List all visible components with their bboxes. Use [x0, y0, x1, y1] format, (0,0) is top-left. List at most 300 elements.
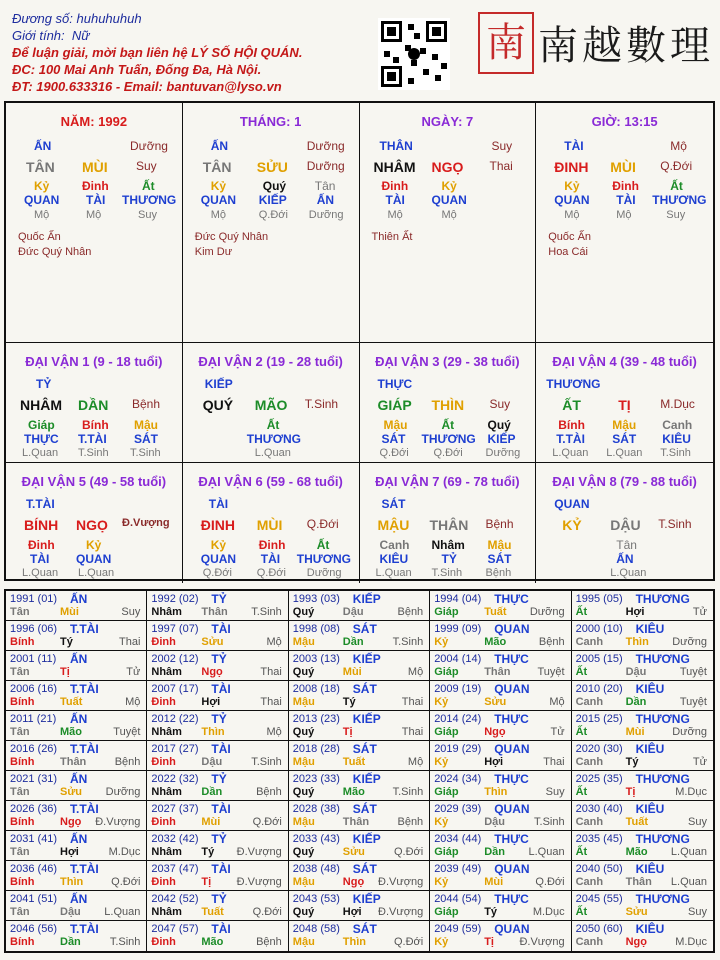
year-label: 1993 (03) [292, 593, 340, 605]
dai-van-chi: NGỌ [76, 517, 108, 533]
year-can: Kỷ [434, 696, 449, 708]
pillar-top-god: ẤN [210, 139, 229, 153]
contact-promo: Để luận giải, mời bạn liên hệ LÝ SỐ HỘI QUÁN. [12, 45, 303, 60]
year-chi: Hợi [625, 606, 645, 618]
year-can: Tân [10, 666, 30, 678]
dai-van-stem-1: Canh [379, 538, 410, 552]
year-chi: Thân [60, 756, 87, 768]
seal-stamp: 南 [478, 12, 534, 74]
year-stage: Dưỡng [672, 636, 707, 648]
hidden-stage-1: Mộ [564, 209, 580, 221]
year-cell [430, 681, 571, 711]
year-can: Tân [10, 726, 30, 738]
year-can: Bính [10, 816, 35, 828]
year-chi: Mão [484, 636, 507, 648]
year-stage: M.Dục [532, 906, 565, 918]
year-cell [430, 651, 571, 681]
pillar-note-2: Hoa Cái [548, 246, 588, 258]
year-god: TỶ [211, 772, 227, 786]
pillar-month [183, 103, 360, 343]
year-stage: Mộ [407, 666, 424, 678]
pillar-note-2: Kim Dư [194, 246, 233, 258]
year-god: T.TÀI [70, 682, 99, 696]
dai-van-stem-3: Quý [487, 418, 511, 432]
pillar-chi: MÙI [610, 159, 636, 175]
dai-van-title: ĐẠI VẬN 3 (29 - 38 tuổi) [375, 354, 520, 369]
dai-van-god-3: KIẾP [487, 432, 516, 446]
year-god: THỰC [494, 592, 529, 606]
dai-van-stage: Q.Đới [306, 517, 339, 531]
year-chi: Thân [201, 606, 228, 618]
hidden-stage-2: Mộ [86, 209, 102, 221]
year-stage: Mộ [125, 696, 141, 708]
pillar-top-stage: Dưỡng [130, 139, 168, 153]
year-stage: L.Quan [670, 846, 707, 858]
year-chi: Dần [484, 846, 505, 858]
year-label: 2011 (21) [10, 713, 57, 725]
year-god: T.TÀI [70, 802, 99, 816]
year-stage: Mộ [407, 756, 424, 768]
year-cell [572, 591, 713, 621]
year-stage: L.Quan [104, 906, 141, 918]
year-stage: Tuyệt [113, 726, 141, 738]
dai-van-4 [536, 343, 713, 463]
year-cell [147, 591, 288, 621]
year-stage: Suy [688, 906, 707, 918]
year-chi: Tý [625, 756, 639, 768]
year-label: 1995 (05) [575, 593, 623, 605]
year-god: THƯƠNG [635, 832, 690, 846]
year-cell [147, 801, 288, 831]
year-can: Tân [10, 606, 30, 618]
year-can: Nhâm [151, 786, 182, 798]
pillar-stage: Dưỡng [306, 159, 345, 173]
dai-van-can: MẬU [377, 517, 410, 533]
year-label: 2044 (54) [434, 893, 482, 905]
year-cell [289, 711, 430, 741]
year-god: ẤN [70, 892, 88, 906]
dai-van-stage: Bệnh [485, 517, 514, 531]
year-label: 2029 (39) [434, 803, 482, 815]
year-god: THƯƠNG [635, 652, 690, 666]
pillar-top-stage: Mộ [670, 139, 687, 153]
year-stage: Q.Đới [252, 816, 282, 828]
year-stage: Tử [692, 756, 707, 768]
dai-van-top-god: QUAN [554, 497, 590, 511]
year-god: SÁT [352, 922, 377, 936]
hidden-god-2: TÀI [616, 193, 636, 207]
year-can: Canh [575, 696, 604, 708]
year-cell [572, 681, 713, 711]
year-can: Đinh [151, 756, 176, 768]
year-can: Ất [575, 606, 588, 618]
dai-van-7 [360, 463, 537, 583]
dai-van-chi: DẦN [78, 397, 109, 413]
year-can: Bính [10, 756, 35, 768]
year-stage: Thai [543, 756, 565, 768]
contact-phone-email: ĐT: 1900.633316 - Email: bantuvan@lyso.vn [12, 79, 282, 94]
year-cell [430, 741, 571, 771]
year-label: 2024 (34) [434, 773, 482, 785]
pillar-year [6, 103, 183, 343]
year-god: THƯƠNG [635, 772, 690, 786]
pillar-note-1: Thiên Ất [371, 231, 413, 243]
year-chi: Dần [342, 636, 364, 648]
hidden-stage-2: Q.Đới [258, 209, 288, 221]
year-cell [289, 861, 430, 891]
dai-van-stem-2: Bính [82, 418, 109, 432]
pillar-note-1: Đức Quý Nhân [194, 231, 269, 243]
year-can: Quý [292, 846, 315, 858]
year-chi: Thìn [60, 876, 84, 888]
dai-van-stage: Bệnh [132, 397, 161, 411]
year-can: Bính [10, 696, 35, 708]
year-stage: T.Sinh [392, 786, 424, 798]
year-god: THƯƠNG [635, 892, 690, 906]
year-chi: Dậu [342, 606, 364, 618]
year-god: TÀI [211, 802, 231, 816]
year-cell [289, 801, 430, 831]
year-can: Ất [575, 846, 588, 858]
year-label: 2010 (20) [575, 683, 623, 695]
year-god: SÁT [352, 682, 377, 696]
dai-van-stage: Suy [489, 397, 511, 411]
year-cell [6, 711, 147, 741]
hidden-stage-3: Dưỡng [308, 209, 344, 221]
year-label: 2017 (27) [151, 743, 199, 755]
year-god: SÁT [352, 622, 377, 636]
year-god: TÀI [211, 862, 231, 876]
hidden-stem-2: Quý [262, 179, 287, 193]
dai-van-stem-2: Kỷ [86, 538, 102, 552]
year-label: 2021 (31) [10, 773, 58, 785]
year-label: 2020 (30) [575, 743, 623, 755]
dai-van-can: QUÝ [202, 397, 234, 413]
year-stage: L.Quan [528, 846, 565, 858]
hidden-god-2: QUAN [431, 193, 467, 207]
year-can: Canh [575, 756, 604, 768]
year-label: 1999 (09) [434, 623, 482, 635]
year-label: 2033 (43) [292, 833, 340, 845]
year-can: Canh [575, 876, 604, 888]
pillar-note-2: Đức Quý Nhân [18, 246, 92, 258]
year-cell [430, 621, 571, 651]
dai-van-stage-2: L.Quan [610, 567, 647, 579]
year-can: Mậu [292, 816, 315, 828]
hidden-stage-3: Suy [138, 209, 157, 221]
year-god: ẤN [70, 712, 88, 726]
dai-van-stage-2: T.Sinh [431, 567, 463, 579]
year-chi: Dậu [484, 816, 505, 828]
year-stage: Thai [401, 696, 424, 708]
dai-van-god-1: TÀI [30, 552, 50, 566]
year-stage: Bệnh [397, 816, 424, 828]
year-label: 2023 (33) [292, 773, 340, 785]
year-chi: Dần [201, 786, 223, 798]
dai-van-top-god: TÀI [208, 497, 229, 511]
dai-van-god-3: THƯƠNG [296, 552, 351, 566]
year-can: Nhâm [151, 606, 182, 618]
year-god: KIẾP [352, 592, 381, 606]
dai-van-stage-2: Q.Đới [433, 447, 463, 459]
year-god: KIẾP [352, 832, 381, 846]
hidden-stem-1: Kỷ [34, 179, 50, 193]
year-stage: Đ.Vượng [378, 876, 424, 888]
year-god: QUAN [494, 682, 530, 696]
pillar-note-1: Quốc Ấn [18, 231, 61, 243]
year-cell [6, 741, 147, 771]
year-cell [6, 651, 147, 681]
year-can: Canh [575, 936, 604, 948]
dai-van-stage-3: T.Sinh [130, 447, 161, 459]
pillar-chi: NGỌ [431, 159, 464, 175]
year-god: THƯƠNG [635, 592, 690, 606]
dai-van-title: ĐẠI VẬN 4 (39 - 48 tuổi) [552, 354, 697, 369]
year-stage: Tử [692, 606, 707, 618]
gender-line: Giới tính: Nữ [12, 28, 90, 43]
year-label: 2015 (25) [575, 713, 623, 725]
dai-van-title: ĐẠI VẬN 7 (69 - 78 tuổi) [375, 474, 520, 489]
qr-code-icon [378, 18, 450, 90]
year-cell [147, 891, 288, 921]
year-chi: Sửu [60, 786, 83, 798]
dai-van-stage-1: L.Quan [22, 567, 59, 579]
year-label: 1991 (01) [10, 593, 58, 605]
dai-van-title: ĐẠI VẬN 2 (19 - 28 tuổi) [198, 354, 343, 369]
contact-address: ĐC: 100 Mai Anh Tuấn, Đống Đa, Hà Nội. [12, 62, 262, 77]
year-cell [430, 771, 571, 801]
dai-van-top-god: TỶ [36, 377, 52, 391]
year-god: QUAN [494, 622, 530, 636]
dai-van-can: ẤT [562, 397, 581, 413]
year-stage: Bệnh [538, 636, 565, 648]
year-cell [289, 681, 430, 711]
year-stage: Thai [118, 636, 141, 648]
hidden-god-3: THƯƠNG [652, 193, 707, 207]
year-god: T.TÀI [70, 622, 99, 636]
year-label: 2013 (23) [292, 713, 340, 725]
year-cell [430, 711, 571, 741]
dai-van-stem-1: Kỷ [210, 538, 227, 552]
year-cell [430, 861, 571, 891]
year-cell [430, 831, 571, 861]
dai-van-stem-3: Mậu [134, 418, 158, 432]
pillar-top-stage: Suy [491, 139, 513, 153]
year-stage: Dưỡng [672, 726, 707, 738]
year-chi: Mùi [60, 606, 79, 618]
year-can: Mậu [292, 936, 315, 948]
year-label: 2001 (11) [10, 653, 57, 665]
header-info [12, 10, 302, 95]
year-can: Đinh [151, 876, 176, 888]
year-chi: Tuất [201, 906, 224, 918]
pillar-hour [536, 103, 713, 343]
year-label: 2016 (26) [10, 743, 58, 755]
year-chi: Tý [60, 636, 73, 648]
year-stage: Đ.Vượng [236, 846, 282, 858]
dai-van-1 [6, 343, 183, 463]
hidden-stage-3: Suy [666, 209, 686, 221]
year-label: 2012 (22) [151, 713, 199, 725]
dai-van-god-1: QUAN [200, 552, 237, 566]
year-can: Giáp [434, 606, 459, 618]
hidden-god-2: KIẾP [258, 193, 287, 207]
year-god: ẤN [70, 832, 88, 846]
year-can: Giáp [434, 906, 459, 918]
dai-van-stage-3: Bệnh [485, 567, 512, 579]
year-label: 2036 (46) [10, 863, 58, 875]
year-stage: M.Dục [108, 846, 141, 858]
year-label: 2028 (38) [292, 803, 340, 815]
dai-van-2 [183, 343, 360, 463]
dai-van-can: GIÁP [377, 397, 412, 413]
dai-van-chi: THÂN [429, 517, 469, 533]
hidden-stem-1: Kỷ [210, 179, 227, 193]
year-god: THƯƠNG [635, 712, 690, 726]
dai-van-god-2: T.TÀI [78, 432, 107, 446]
dai-van-god-2: TÀI [260, 552, 281, 566]
year-label: 2050 (60) [575, 923, 623, 935]
year-can: Mậu [292, 696, 315, 708]
year-cell [430, 591, 571, 621]
year-god: QUAN [494, 922, 530, 936]
dai-van-stage-2: L.Quan [606, 447, 643, 459]
year-god: TÀI [211, 742, 231, 756]
dai-van-title: ĐẠI VẬN 8 (79 - 88 tuổi) [552, 474, 697, 489]
dai-van-top-god: THỰC [377, 377, 413, 391]
year-stage: Tuyệt [679, 696, 707, 708]
year-stage: Thai [260, 666, 282, 678]
hidden-god-2: TÀI [86, 193, 106, 207]
annual-luck-grid [4, 589, 715, 953]
dai-van-chi: TỊ [618, 397, 631, 413]
dai-van-stem-1: Đinh [28, 538, 55, 552]
dai-van-stem-2: Ất [441, 418, 455, 432]
dai-van-stage-2: T.Sinh [78, 447, 109, 459]
year-cell [289, 621, 430, 651]
year-cell [6, 861, 147, 891]
year-god: THỰC [494, 772, 529, 786]
year-stage: Suy [121, 606, 141, 618]
year-stage: L.Quan [670, 876, 707, 888]
year-cell [147, 771, 288, 801]
year-cell [147, 921, 288, 951]
year-cell [6, 621, 147, 651]
year-chi: Mùi [625, 726, 645, 738]
year-chi: Hợi [484, 756, 504, 768]
dai-van-stem-2: Tân [616, 538, 637, 552]
year-label: 2003 (13) [292, 653, 340, 665]
dai-van-title: ĐẠI VẬN 1 (9 - 18 tuổi) [25, 354, 163, 369]
year-stage: M.Dục [675, 936, 707, 948]
pillar-stage: Thai [489, 159, 513, 173]
year-chi: Ngọ [342, 876, 365, 888]
year-cell [572, 651, 713, 681]
year-god: KIÊU [635, 922, 665, 936]
pillar-can: NHÂM [373, 159, 416, 175]
hidden-god-1: QUAN [24, 193, 60, 207]
year-chi: Tị [342, 726, 353, 738]
year-god: ẤN [70, 592, 88, 606]
hidden-stage-1: Mộ [387, 209, 403, 221]
year-god: KIÊU [635, 802, 665, 816]
year-stage: Q.Đới [535, 876, 565, 888]
year-stage: Tuyệt [679, 666, 707, 678]
dai-van-chi: DẬU [610, 517, 641, 533]
hidden-god-1: QUAN [200, 193, 237, 207]
year-can: Kỷ [434, 816, 449, 828]
year-can: Mậu [292, 756, 315, 768]
year-chi: Mão [625, 846, 648, 858]
year-chi: Thân [342, 816, 370, 828]
dai-van-8 [536, 463, 713, 583]
year-cell [147, 831, 288, 861]
year-cell [147, 621, 288, 651]
year-can: Đinh [151, 696, 176, 708]
year-can: Kỷ [434, 636, 449, 648]
pillar-chi: SỬU [256, 159, 288, 175]
year-stage: Đ.Vượng [378, 906, 424, 918]
dai-van-stem-1: Mậu [383, 418, 408, 432]
year-god: KIẾP [352, 652, 381, 666]
year-cell [572, 891, 713, 921]
year-god: QUAN [494, 802, 530, 816]
year-label: 2014 (24) [434, 713, 482, 725]
dai-van-stage-1: L.Quan [375, 567, 412, 579]
year-label: 2034 (44) [434, 833, 482, 845]
year-cell [6, 831, 147, 861]
year-can: Tân [10, 786, 30, 798]
hidden-stage-1: Mộ [34, 209, 50, 221]
year-cell [430, 801, 571, 831]
year-can: Bính [10, 936, 35, 948]
year-god: THỰC [494, 892, 529, 906]
year-chi: Dần [60, 936, 81, 948]
year-god: SÁT [352, 862, 377, 876]
hidden-stem-2: Kỷ [441, 179, 457, 193]
year-chi: Tuất [484, 606, 507, 618]
year-stage: Dưỡng [105, 786, 141, 798]
year-can: Canh [575, 636, 604, 648]
hidden-stem-1: Đinh [381, 179, 409, 193]
year-can: Mậu [292, 876, 315, 888]
year-can: Ất [575, 906, 588, 918]
year-can: Nhâm [151, 726, 182, 738]
pillar-top-god: ẤN [34, 139, 52, 153]
pillar-stage: Suy [136, 159, 157, 173]
year-label: 2004 (14) [434, 653, 482, 665]
year-god: KIẾP [352, 712, 381, 726]
dai-van-stem-1: Bính [558, 418, 585, 432]
hidden-stem-1: Kỷ [564, 179, 580, 193]
dai-van-stem-3: Ất [316, 538, 330, 552]
hidden-stem-3: Tân [314, 179, 336, 193]
hidden-stem-2: Đinh [612, 179, 639, 193]
year-label: 2048 (58) [292, 923, 340, 935]
dai-van-god-2: SÁT [612, 432, 637, 446]
dai-van-chi: MÃO [254, 397, 288, 413]
year-label: 2027 (37) [151, 803, 199, 815]
dai-van-top-god: T.TÀI [26, 497, 55, 511]
year-chi: Mùi [342, 666, 362, 678]
year-label: 2042 (52) [151, 893, 199, 905]
year-chi: Tị [60, 666, 70, 678]
year-cell [572, 861, 713, 891]
year-chi: Dậu [60, 906, 81, 918]
dai-van-chi: MÙI [256, 517, 283, 533]
year-god: THỰC [494, 712, 529, 726]
hidden-stem-2: Đinh [82, 179, 109, 193]
